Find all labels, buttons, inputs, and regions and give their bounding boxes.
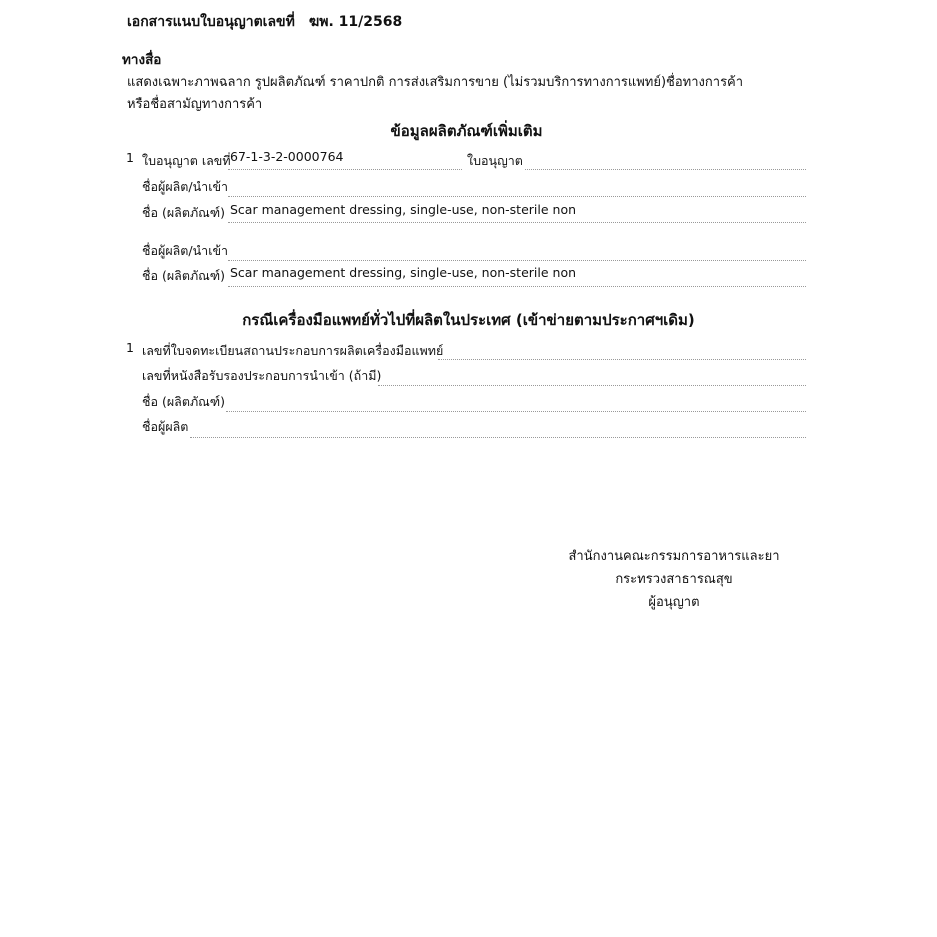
section2-product-label: ชื่อ (ผลิตภัณฑ์)	[142, 394, 226, 409]
maker-label-1: ชื่อผู้ผลิต/นำเข้า	[142, 179, 229, 194]
product-name-1: Scar management dressing, single-use, non-sterile non	[230, 202, 577, 217]
import-cert-line	[378, 385, 806, 386]
maker-label-2: ชื่อผู้ผลิต/นำเข้า	[142, 243, 229, 258]
section2-title: กรณีเครื่องมือแพทย์ทั่วไปที่ผลิตในประเทศ (เข้าข่ายตามประกาศฯเดิม)	[242, 311, 695, 329]
document-header	[127, 11, 402, 33]
license-document-number: ฆพ. 11/2568	[308, 14, 403, 30]
factory-reg-line	[438, 359, 806, 360]
section1-title: ข้อมูลผลิตภัณฑ์เพิ่มเติม	[390, 122, 543, 140]
product-name-2: Scar management dressing, single-use, non-sterile non	[230, 265, 577, 280]
header-title: เอกสารแนบใบอนุญาตเลขที่	[127, 14, 295, 30]
section2-maker-line	[190, 437, 806, 438]
section2-product-line	[226, 411, 806, 412]
maker-line-1	[228, 196, 806, 197]
via-description-line-2: หรือชื่อสามัญทางการค้า	[127, 97, 263, 112]
license-type-label: ใบอนุญาต	[467, 153, 523, 168]
via-label: ทางสื่อ	[122, 52, 162, 68]
section2-index: 1	[126, 340, 134, 355]
factory-reg-label: เลขที่ใบจดทะเบียนสถานประกอบการผลิตเครื่องมือแพทย์	[142, 343, 444, 358]
signature-ministry: กระทรวงสาธารณสุข	[615, 572, 733, 587]
signature-organization: สำนักงานคณะกรรมการอาหารและยา	[568, 549, 780, 564]
license-number-line	[228, 169, 462, 170]
license-type-line	[525, 169, 806, 170]
maker-line-2	[228, 260, 806, 261]
signature-role: ผู้อนุญาต	[648, 595, 700, 610]
license-number-value: 67-1-3-2-0000764	[230, 149, 344, 164]
product-label-1: ชื่อ (ผลิตภัณฑ์)	[142, 205, 226, 220]
section1-index: 1	[126, 150, 134, 165]
product-line-2	[228, 286, 806, 287]
via-description-line-1: แสดงเฉพาะภาพฉลาก รูปผลิตภัณฑ์ ราคาปกติ การส่งเสริมการขาย (ไม่รวมบริการทางการแพทย์)ชื่อทางการค้า	[127, 75, 744, 90]
product-label-2: ชื่อ (ผลิตภัณฑ์)	[142, 268, 226, 283]
license-number-label: ใบอนุญาต เลขที่	[142, 153, 231, 168]
import-cert-label: เลขที่หนังสือรับรองประกอบการนำเข้า (ถ้ามี)	[142, 368, 382, 383]
product-line-1	[228, 222, 806, 223]
section2-maker-label: ชื่อผู้ผลิต	[142, 419, 189, 434]
